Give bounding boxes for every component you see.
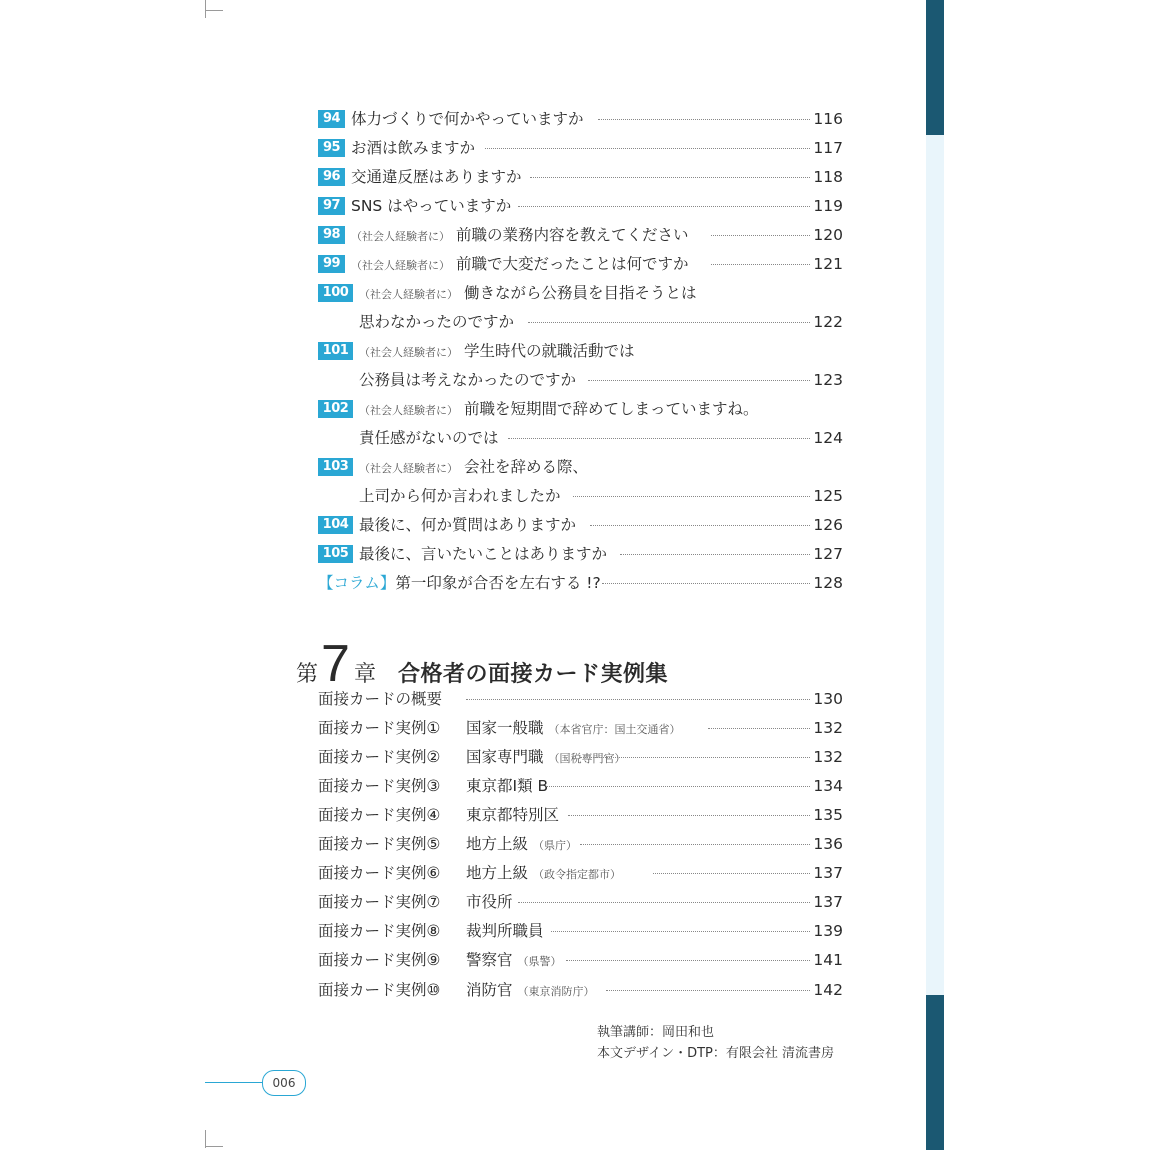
toc-entry-continued <box>318 308 843 336</box>
page-number: 125 <box>813 487 843 505</box>
entry-text: 前職で大変だったことは何ですか <box>456 255 689 273</box>
entry-note: （県警） <box>517 955 562 968</box>
entry-text: 地方上級 <box>466 835 529 853</box>
entry-text: 前職の業務内容を教えてください <box>456 226 689 244</box>
entry-title <box>359 453 588 483</box>
entry-text: 最後に、何か質問はありますか <box>359 516 577 534</box>
dot-leader <box>485 148 810 149</box>
page-number: 134 <box>813 777 843 795</box>
entry-title <box>466 917 544 945</box>
column-title: 第一印象が合否を左右する !? <box>395 574 601 592</box>
entry-text: 国家一般職 <box>466 719 544 737</box>
entry-label: 面接カード実例① <box>318 719 441 737</box>
question-number-badge: 105 <box>318 545 353 563</box>
entry-note: （政令指定都市） <box>533 868 622 881</box>
toc-entry <box>318 743 843 771</box>
entry-text: 消防官 <box>466 981 513 999</box>
entry-title <box>466 976 595 1006</box>
entry-title <box>466 859 621 889</box>
question-number-badge: 103 <box>318 458 353 476</box>
entry-title <box>351 105 584 133</box>
page-number: 132 <box>813 719 843 737</box>
dot-leader <box>551 931 810 932</box>
entry-label: 面接カード実例③ <box>318 777 441 795</box>
entry-title <box>466 743 626 773</box>
entry-label: 面接カード実例⑥ <box>318 864 441 882</box>
question-number-badge: 104 <box>318 516 353 534</box>
entry-title <box>351 163 522 191</box>
entry-label: 面接カード実例⑦ <box>318 893 441 911</box>
entry-label: 面接カード実例⑩ <box>318 981 441 999</box>
entry-note: （県庁） <box>533 839 578 852</box>
entry-label: 面接カード実例⑤ <box>318 835 441 853</box>
dot-leader <box>546 786 810 787</box>
entry-prefix: （社会人経験者に） <box>359 346 458 359</box>
entry-text-continued: 上司から何か言われましたか <box>359 487 561 505</box>
dot-leader <box>530 177 810 178</box>
page-number: 117 <box>813 139 843 157</box>
page-number: 118 <box>813 168 843 186</box>
entry-text: SNS はやっていますか <box>351 197 512 215</box>
dot-leader <box>653 873 810 874</box>
toc-entry <box>318 801 843 829</box>
chapter-heading <box>296 630 668 693</box>
entry-note: （東京消防庁） <box>517 985 595 998</box>
page-number: 124 <box>813 429 843 447</box>
toc-entry <box>318 163 843 191</box>
crop-mark-bottom <box>205 1146 223 1147</box>
toc-entry <box>318 395 843 423</box>
credits <box>597 1022 834 1064</box>
entry-title <box>466 801 559 829</box>
toc-entry <box>318 714 843 742</box>
entry-label: 面接カードの概要 <box>318 690 443 708</box>
toc-entry <box>318 917 843 945</box>
dot-leader <box>566 960 810 961</box>
toc-entry <box>318 511 843 539</box>
page-number: 130 <box>813 690 843 708</box>
dot-leader <box>708 728 810 729</box>
toc-entry <box>318 830 843 858</box>
entry-text: 働きながら公務員を目指そうとは <box>464 284 697 302</box>
page-number: 142 <box>813 981 843 999</box>
page-number: 141 <box>813 951 843 969</box>
page-number: 135 <box>813 806 843 824</box>
question-number-badge: 101 <box>318 342 353 360</box>
entry-title <box>351 250 689 280</box>
page-number: 128 <box>813 574 843 592</box>
entry-text-continued: 公務員は考えなかったのですか <box>359 371 577 389</box>
entry-text: 市役所 <box>466 893 513 911</box>
entry-label: 面接カード実例④ <box>318 806 441 824</box>
dot-leader <box>518 902 810 903</box>
toc-entry <box>318 976 843 1004</box>
entry-text: 体力づくりで何かやっていますか <box>351 110 584 128</box>
entry-text-continued: 責任感がないのでは <box>359 429 499 447</box>
toc-entry <box>318 946 843 974</box>
entry-title <box>359 511 576 539</box>
dot-leader <box>528 322 810 323</box>
dot-leader <box>508 438 810 439</box>
entry-prefix: （社会人経験者に） <box>359 404 458 417</box>
entry-prefix: （社会人経験者に） <box>351 230 450 243</box>
question-number-badge: 98 <box>318 226 345 244</box>
page-number: 123 <box>813 371 843 389</box>
toc-entry <box>318 685 843 713</box>
entry-note: （本省官庁：国土交通省） <box>548 723 681 736</box>
entry-text-continued: 思わなかったのですか <box>359 313 515 331</box>
entry-title <box>359 279 697 309</box>
dot-leader <box>598 119 810 120</box>
page-number: 139 <box>813 922 843 940</box>
toc-entry-continued <box>318 482 843 510</box>
entry-note: （国税専門官） <box>548 752 626 765</box>
toc-entry <box>318 859 843 887</box>
page-number: 137 <box>813 893 843 911</box>
entry-title <box>359 337 635 367</box>
toc-entry <box>318 221 843 249</box>
toc-entry <box>318 134 843 162</box>
page-number: 122 <box>813 313 843 331</box>
entry-text: お酒は飲みますか <box>351 139 476 157</box>
entry-prefix: （社会人経験者に） <box>359 462 458 475</box>
question-number-badge: 94 <box>318 110 345 128</box>
entry-label: 面接カード実例⑧ <box>318 922 441 940</box>
page-folio: 006 <box>262 1070 306 1096</box>
page-edge-tab-light <box>926 135 944 995</box>
page-number: 136 <box>813 835 843 853</box>
dot-leader <box>580 844 810 845</box>
question-number-badge: 102 <box>318 400 353 418</box>
entry-text: 前職を短期間で辞めてしまっていますね。 <box>464 400 759 418</box>
page-number: 127 <box>813 545 843 563</box>
dot-leader <box>518 206 810 207</box>
entry-label: 面接カード実例⑨ <box>318 951 441 969</box>
toc-entry <box>318 772 843 800</box>
entry-title <box>466 946 562 976</box>
toc-entry-continued <box>318 366 843 394</box>
entry-title <box>466 830 577 860</box>
credit-design: 本文デザイン・DTP：有限会社 清流書房 <box>597 1046 835 1061</box>
crop-mark-bottom-vertical <box>205 1130 206 1148</box>
question-number-badge: 96 <box>318 168 345 186</box>
dot-leader <box>588 380 810 381</box>
chapter-suffix: 章 <box>353 662 376 687</box>
dot-leader <box>606 990 810 991</box>
entry-prefix: （社会人経験者に） <box>359 288 458 301</box>
dot-leader <box>580 757 810 758</box>
page-number: 121 <box>813 255 843 273</box>
entry-title <box>359 540 607 568</box>
entry-title <box>351 134 475 162</box>
entry-label: 面接カード実例② <box>318 748 441 766</box>
dot-leader <box>573 496 810 497</box>
dot-leader <box>590 525 810 526</box>
entry-prefix: （社会人経験者に） <box>351 259 450 272</box>
toc-entry <box>318 250 843 278</box>
toc-entry <box>318 888 843 916</box>
chapter-number: 7 <box>321 635 350 693</box>
page-number: 132 <box>813 748 843 766</box>
entry-text: 最後に、言いたいことはありますか <box>359 545 608 563</box>
page-number: 116 <box>813 110 843 128</box>
toc-entry <box>318 453 843 481</box>
toc-entry <box>318 540 843 568</box>
entry-text: 警察官 <box>466 951 513 969</box>
dot-leader <box>466 699 810 700</box>
toc-entry <box>318 279 843 307</box>
entry-text: 国家専門職 <box>466 748 544 766</box>
entry-text: 裁判所職員 <box>466 922 544 940</box>
entry-text: 東京都特別区 <box>466 806 560 824</box>
entry-text: 地方上級 <box>466 864 529 882</box>
toc-entry <box>318 105 843 133</box>
question-number-badge: 99 <box>318 255 345 273</box>
toc-column-entry <box>318 569 843 597</box>
entry-title <box>466 888 513 916</box>
dot-leader <box>711 235 810 236</box>
column-label: 【コラム】 <box>318 574 396 592</box>
entry-title <box>466 772 548 800</box>
page-number: 137 <box>813 864 843 882</box>
toc-entry <box>318 192 843 220</box>
page-number: 126 <box>813 516 843 534</box>
chapter-prefix: 第 <box>296 662 319 687</box>
question-number-badge: 95 <box>318 139 345 157</box>
page-number: 120 <box>813 226 843 244</box>
entry-title <box>351 221 689 251</box>
crop-mark-top <box>205 10 223 11</box>
entry-text: 交通違反歴はありますか <box>351 168 522 186</box>
crop-mark-top-vertical <box>205 0 206 18</box>
entry-text: 学生時代の就職活動では <box>464 342 635 360</box>
entry-title <box>359 395 759 425</box>
entry-text: 東京都Ⅰ類 B <box>466 777 549 795</box>
question-number-badge: 100 <box>318 284 353 302</box>
dot-leader <box>620 554 810 555</box>
dot-leader <box>711 264 810 265</box>
entry-text: 会社を辞める際、 <box>464 458 589 476</box>
question-number-badge: 97 <box>318 197 345 215</box>
credit-author: 執筆講師：岡田和也 <box>597 1025 715 1040</box>
toc-entry-continued <box>318 424 843 452</box>
page-number: 119 <box>813 197 843 215</box>
chapter-title: 合格者の面接カード実例集 <box>397 662 668 687</box>
dot-leader <box>602 583 810 584</box>
toc-entry <box>318 337 843 365</box>
entry-title <box>351 192 511 220</box>
dot-leader <box>568 815 810 816</box>
entry-title <box>466 714 681 744</box>
